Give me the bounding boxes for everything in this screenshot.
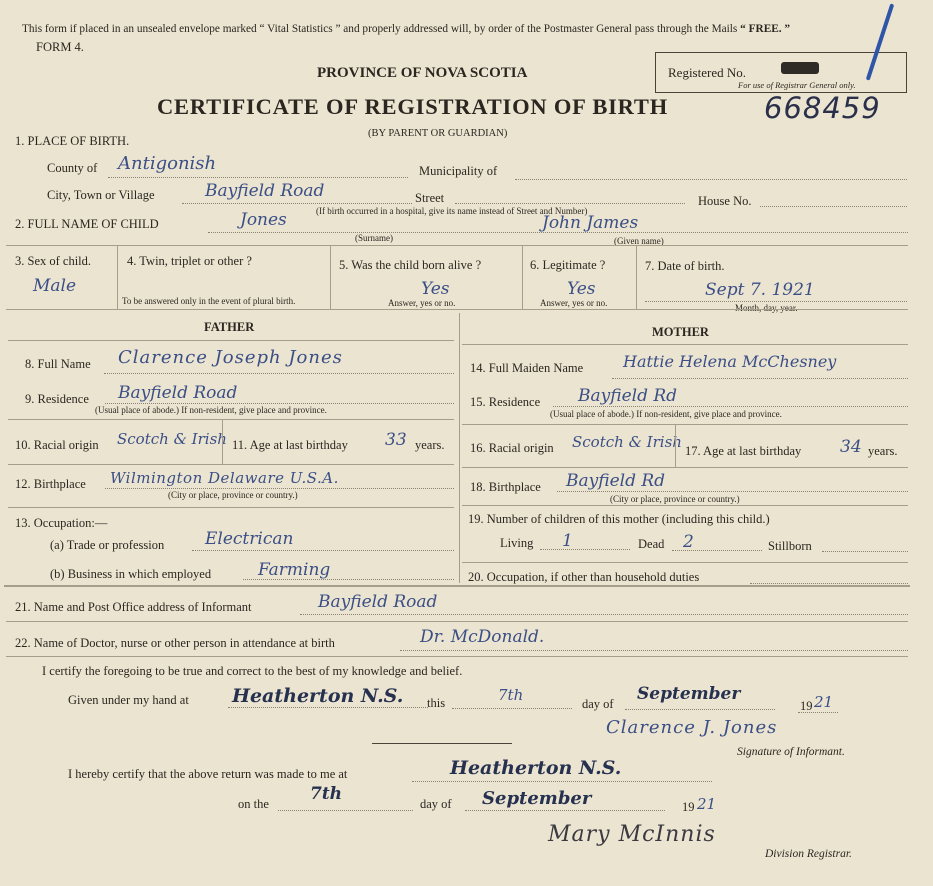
mother-residence-label: 15. Residence [470,395,541,409]
this-label: this [427,696,446,710]
father-name-value: Clarence Joseph Jones [118,347,343,368]
county-value: Antigonish [118,153,217,174]
given-name-note: (Given name) [614,236,664,246]
father-years-label: years. [415,438,445,452]
registrar-year-prefix: 19 [682,800,695,814]
living-value: 1 [562,531,573,551]
legitimate-value: Yes [567,279,596,299]
mother-residence-note: (Usual place of abode.) If non-resident, give place and province. [550,409,782,419]
father-birthplace-value: Wilmington Delaware U.S.A. [110,469,339,487]
mother-name-label: 14. Full Maiden Name [470,361,584,375]
living-label: Living [500,536,534,550]
registration-number: 668459 [764,91,881,125]
city-label: City, Town or Village [47,188,155,202]
informant-month: September [637,684,741,704]
father-age-label: 11. Age at last birthday [232,438,348,452]
postal-notice-text: This form if placed in an unsealed envelope marked “ Vital Statistics ” and properly addressed will, by order of the Postmaster General pass through the Mails [22,23,738,35]
father-residence-note: (Usual place of abode.) If non-resident, give place and province. [95,405,327,415]
informant-day-of-label: day of [582,697,614,711]
informant-signature: Clarence J. Jones [606,717,778,738]
province-heading: PROVINCE OF NOVA SCOTIA [317,65,528,81]
born-alive-value: Yes [421,279,450,299]
informant-address: Bayfield Road [318,592,438,612]
legitimate-label: 6. Legitimate ? [530,258,606,272]
city-value: Bayfield Road [205,181,325,201]
father-name-label: 8. Full Name [25,357,91,371]
mother-name-value: Hattie Helena McChesney [623,352,837,371]
form-number: FORM 4. [36,40,84,54]
hospital-note: (If birth occurred in a hospital, give its name instead of Street and Number) [316,206,588,216]
father-trade-label: (a) Trade or profession [50,538,165,552]
mother-birthplace-label: 18. Birthplace [470,480,541,494]
father-residence-value: Bayfield Road [118,383,238,403]
postal-notice [22,23,790,35]
registrar-use-note: For use of Registrar General only. [738,80,856,90]
mother-age-label: 17. Age at last birthday [685,444,802,458]
informant-place: Heatherton N.S. [232,685,404,707]
street-label: Street [415,191,445,205]
mother-children-label: 19. Number of children of this mother (including this child.) [468,512,770,526]
doctor-value: Dr. McDonald. [420,627,545,647]
registrar-statement: I hereby certify that the above return was made to me at [68,767,348,781]
father-racial-label: 10. Racial origin [15,438,99,452]
father-heading: FATHER [204,320,255,334]
born-alive-label: 5. Was the child born alive ? [339,258,482,272]
surname-note: (Surname) [355,233,393,243]
date-of-birth-note: Month, day, year. [735,303,798,313]
mother-birthplace-note: (City or place, province or country.) [610,494,740,504]
county-label: County of [47,161,98,175]
sex-label: 3. Sex of child. [15,254,92,268]
dead-value: 2 [683,532,694,552]
registrar-signature-label: Division Registrar. [765,848,852,860]
father-trade-value: Electrican [205,529,294,549]
mother-occupation-label: 20. Occupation, if other than household duties [468,570,700,584]
registered-label: Registered No. [668,65,746,80]
registrar-year-suffix: 21 [697,795,717,813]
house-number-label: House No. [698,194,752,208]
mother-age-value: 34 [840,437,862,457]
father-birthplace-note: (City or place, province or country.) [168,490,298,500]
father-business-value: Farming [258,560,331,580]
informant-statement: I certify the foregoing to be true and correct to the best of my knowledge and belief. [42,664,463,678]
postal-notice-free: “ FREE. ” [740,23,791,35]
separator-rule [372,743,512,744]
father-racial-value: Scotch & Irish [117,430,227,448]
registrar-month: September [482,788,592,809]
mother-birthplace-value: Bayfield Rd [566,471,666,491]
born-alive-note: Answer, yes or no. [388,298,456,308]
sex-value: Male [33,276,77,296]
informant-signature-label: Signature of Informant. [737,746,845,758]
registrar-day: 7th [310,784,343,804]
mother-years-label: years. [868,444,898,458]
mother-residence-value: Bayfield Rd [578,386,678,406]
father-occupation-label: 13. Occupation:— [15,516,108,530]
registrar-stamp-mark [781,62,819,74]
mother-racial-label: 16. Racial origin [470,441,554,455]
father-residence-label: 9. Residence [25,392,89,406]
informant-year-prefix: 19 [800,699,813,713]
municipality-label: Municipality of [419,164,498,178]
informant-year-suffix: 21 [814,693,834,711]
father-birthplace-label: 12. Birthplace [15,477,86,491]
registrar-day-of-label: day of [420,797,452,811]
child-name-label: 2. FULL NAME OF CHILD [15,217,159,231]
twin-label: 4. Twin, triplet or other ? [127,254,252,268]
legitimate-note: Answer, yes or no. [540,298,608,308]
registrar-signature: Mary McInnis [548,822,716,847]
dead-label: Dead [638,537,665,551]
mother-racial-value: Scotch & Irish [572,433,682,451]
twin-note: To be answered only in the event of plural birth. [122,296,296,306]
registrar-place: Heatherton N.S. [450,757,622,779]
mother-heading: MOTHER [652,325,709,339]
doctor-label: 22. Name of Doctor, nurse or other person in attendance at birth [15,636,335,650]
place-of-birth-label: 1. PLACE OF BIRTH. [15,134,130,148]
given-under-label: Given under my hand at [68,693,189,707]
child-surname: Jones [240,210,287,230]
certificate-title: CERTIFICATE OF REGISTRATION OF BIRTH [157,94,669,119]
on-the-label: on the [238,797,269,811]
stillborn-label: Stillborn [768,539,812,553]
informant-label: 21. Name and Post Office address of Informant [15,600,252,614]
date-of-birth-value: Sept 7. 1921 [705,280,815,300]
father-age-value: 33 [385,430,407,450]
certificate-subtitle: (BY PARENT OR GUARDIAN) [368,128,508,139]
child-given-name: John James [542,213,639,233]
informant-day: 7th [498,686,524,704]
father-business-label: (b) Business in which employed [50,567,212,581]
date-of-birth-label: 7. Date of birth. [645,259,725,273]
